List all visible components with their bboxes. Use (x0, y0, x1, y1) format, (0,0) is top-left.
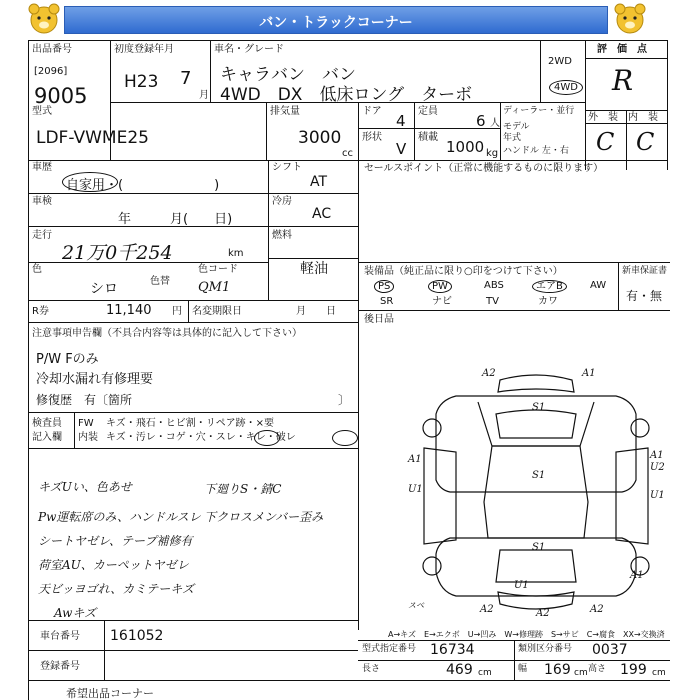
capacity-label: 定員 (418, 106, 438, 117)
damage-mark: S1 (532, 402, 546, 413)
bear-mascot-icon (612, 2, 648, 36)
banner-bar (64, 6, 608, 34)
interior-label: 内装 (78, 432, 98, 443)
equip-tv: TV (486, 296, 499, 307)
equip-aw: AW (590, 280, 607, 291)
header-banner (0, 0, 700, 40)
remark-right-2: 下クロスメンバー歪み (204, 510, 324, 524)
notes-line-1: P/W Fのみ (36, 352, 99, 367)
equip-navi: ナビ (432, 296, 452, 307)
load-unit: kg (486, 148, 499, 159)
displacement-unit: cc (342, 148, 353, 159)
mileage-unit: km (228, 248, 244, 259)
damage-mark: A2 (590, 604, 604, 615)
damage-mark: スベ (408, 601, 424, 610)
fw-items: キズ・飛石・ヒビ割・リペア跡・×要 (106, 418, 274, 429)
handle-label: ハンドル 左・右 (503, 146, 569, 156)
trunk-items-label: 後日品 (364, 314, 394, 325)
grade-value: R (612, 64, 634, 97)
notes-line-2: 冷却水漏れ有修理要 (36, 372, 154, 387)
warranty-value: 有・無 (626, 289, 663, 303)
lot-label: 出品番号 (32, 44, 72, 55)
ac-label: 冷房 (272, 196, 292, 207)
model-grade: 4WD DX 低床ロング ターボ (220, 85, 473, 105)
remark-left-3: シートヤゼレ、テープ補修有 (38, 534, 193, 548)
banner-title: バン・トラックコーナー (259, 15, 413, 31)
damage-mark: S1 (532, 470, 546, 481)
height-value: 199 (620, 662, 647, 678)
color-value: シロ (90, 281, 118, 297)
remark-right-1: 下廻りS・錆C (204, 482, 282, 496)
grade-label: 評 価 点 (597, 44, 647, 55)
exterior-grade: C (596, 128, 615, 156)
load-value: 1000 (446, 138, 485, 156)
inspector-label: 検査員 (32, 418, 62, 429)
notes-line-3-end: 〕 (338, 393, 351, 407)
dealer-label: ディーラー・並行 (503, 106, 575, 116)
shape-label: 形状 (362, 132, 382, 143)
chassis-value: 161052 (110, 628, 164, 644)
equip-pw-circled: PW (428, 280, 452, 293)
remark-left-1: キズUい、色あせ (38, 480, 132, 494)
damage-mark: A2 (482, 368, 496, 379)
equipment-label: 装備品（純正品に限り○印をつけて下さい） (364, 266, 563, 277)
fuel-label: 燃料 (272, 230, 292, 241)
class-number-value: 0037 (592, 642, 628, 658)
tear-circle-mark (332, 430, 358, 446)
lot-number: 9005 (34, 84, 88, 108)
month-unit: 月 (199, 90, 209, 101)
equip-airbag-circled: エアB (532, 280, 567, 293)
damage-mark: A1 (650, 450, 664, 461)
fuel-value: 軽油 (300, 261, 328, 277)
name-change-value: 月 日 (296, 306, 336, 317)
ac-value: AC (312, 206, 332, 222)
interior-grade: C (636, 128, 655, 156)
remark-left-2: Pw運転席のみ、ハンドルスレ (38, 510, 201, 524)
length-unit: cm (478, 668, 492, 678)
recycle-value: 11,140 (106, 303, 152, 318)
damage-mark: U1 (650, 490, 665, 501)
name-change-label: 名変期限日 (192, 306, 242, 317)
length-value: 469 (446, 662, 473, 678)
shift-label: シフト (272, 162, 302, 173)
remark-left-5: 天ビッヨゴれ、カミテーキズ (38, 582, 195, 596)
type-value: LDF-VWME25 (36, 128, 149, 148)
model-year-label: モデル年式 (503, 122, 530, 143)
car-damage-diagram (396, 362, 676, 620)
damage-mark: A1 (408, 454, 422, 465)
remark-left-6: Awキズ (54, 606, 97, 620)
class-number-label: 類別区分番号 (518, 644, 573, 654)
history-value: 自家用・( ) (66, 178, 220, 193)
width-label: 幅 (518, 664, 528, 674)
capacity-unit: 人 (490, 118, 500, 129)
spec-number-label: 型式指定番号 (362, 644, 417, 654)
capacity-value: 6 (476, 112, 486, 130)
doors-label: ドア (362, 106, 382, 117)
shape-value: V (396, 140, 407, 158)
damage-mark: A2 (536, 608, 550, 619)
recycle-unit: 円 (172, 306, 182, 317)
drive-4wd-circled: 4WD (549, 80, 583, 95)
equip-ps-circled: PS (374, 280, 394, 293)
chassis-label: 車台番号 (40, 631, 80, 642)
damage-mark: A2 (480, 604, 494, 615)
model-name: キャラバン バン (220, 65, 356, 85)
damage-mark: A1 (582, 368, 596, 379)
spec-number-value: 16734 (430, 642, 475, 658)
notes-label: 注意事項申告欄（不具合内容等は具体的に記入して下さい） (32, 328, 302, 339)
damage-mark: U1 (514, 580, 529, 591)
inspector-entry-label: 記入欄 (32, 432, 62, 443)
bear-mascot-icon (26, 2, 62, 36)
mileage-value: 21万0千254 (62, 242, 173, 264)
damage-mark: U2 (650, 462, 665, 473)
recycle-label: R券 (32, 306, 49, 317)
ext-int-label: 外 装 内 装 (588, 112, 658, 123)
equip-abs: ABS (484, 280, 504, 291)
drive-2wd: 2WD (548, 56, 572, 67)
interior-items: キズ・汚レ・コゲ・穴・スレ・キレ・破レ (106, 432, 296, 443)
displacement-value: 3000 (298, 128, 342, 148)
preferred-corner-label: 希望出品コーナー (66, 687, 154, 700)
remark-left-4: 荷室AU、カーペットヤゼレ (38, 558, 189, 572)
inspection-value: 年 月( 日) (118, 212, 233, 227)
sales-points-label: セールスポイント（正常に機能するものに限ります） (364, 163, 604, 174)
damage-mark: S1 (532, 542, 546, 553)
mileage-label: 走行 (32, 230, 52, 241)
history-label: 車歴 (32, 162, 52, 173)
width-unit: cm (574, 668, 588, 678)
damage-mark: U1 (408, 484, 423, 495)
warranty-label: 新車保証書 (622, 266, 668, 276)
width-value: 169 (544, 662, 571, 678)
equip-sr: SR (380, 296, 394, 307)
equip-leather: カワ (538, 296, 558, 307)
color-code-value: QM1 (198, 280, 231, 295)
registration-label: 登録番号 (40, 661, 80, 672)
inspection-label: 車検 (32, 196, 52, 207)
doors-value: 4 (396, 112, 406, 130)
displacement-label: 排気量 (270, 106, 300, 117)
type-label: 型式 (32, 106, 52, 117)
first-reg-label: 初度登録年月 (114, 44, 174, 55)
fw-label: FW (78, 418, 94, 429)
color-code-label: 色コード (198, 264, 238, 275)
shift-value: AT (310, 174, 328, 190)
color-change-label: 色替 (150, 276, 170, 287)
load-label: 積載 (418, 132, 438, 143)
damage-mark: A1 (630, 570, 644, 581)
height-label: 高さ (588, 664, 607, 674)
lot-sub-number: [2096] (34, 66, 68, 77)
scuff-circle-mark (254, 430, 280, 446)
damage-legend: A→キズ E→エクボ U→凹み W→修理跡 S→サビ C→腐食 XX→交換済 (388, 630, 665, 639)
height-unit: cm (652, 668, 666, 678)
first-reg-month: 7 (180, 68, 192, 89)
model-label: 車名・グレード (214, 44, 284, 55)
length-label: 長さ (362, 664, 381, 674)
notes-line-3: 修復歴 有〔箇所 (36, 393, 133, 407)
first-reg-era-year: H23 (124, 72, 159, 92)
color-label: 色 (32, 264, 42, 275)
